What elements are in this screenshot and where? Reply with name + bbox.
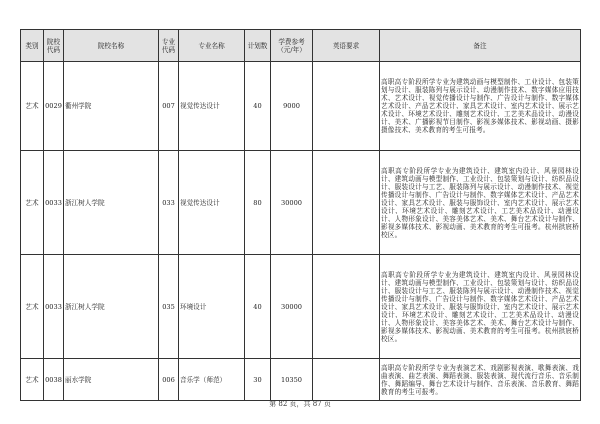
cell-fee: 30000	[271, 151, 313, 255]
page-footer: 第 82 页，共 87 页	[269, 400, 331, 408]
cell-school-code: 0029	[44, 62, 64, 151]
cell-category: 艺术	[21, 151, 44, 255]
cell-school-name: 浙江树人学院	[64, 151, 159, 255]
cell-english	[313, 359, 380, 401]
cell-school-name: 丽水学院	[64, 359, 159, 401]
cell-category: 艺术	[21, 62, 44, 151]
header-major-code: 专业代码	[159, 30, 179, 62]
table-row	[21, 255, 581, 359]
cell-major-name: 视觉传达设计	[179, 151, 245, 255]
header-school-name: 院校名称	[64, 30, 159, 62]
table-header-row	[21, 30, 581, 62]
table-row	[21, 359, 581, 401]
cell-major-code: 033	[159, 151, 179, 255]
header-fee: 学费参考（元/年）	[271, 30, 313, 62]
cell-plan: 40	[245, 255, 271, 359]
cell-english	[313, 62, 380, 151]
cell-major-name: 环境设计	[179, 255, 245, 359]
table-row	[21, 62, 581, 151]
cell-major-code: 035	[159, 255, 179, 359]
header-plan: 计划数	[245, 30, 271, 62]
cell-school-code: 0038	[44, 359, 64, 401]
cell-plan: 30	[245, 359, 271, 401]
header-category: 类别	[21, 30, 44, 62]
cell-remarks: 高职高专阶段所学专业为建筑设计、建筑室内设计、风景园林设计、建筑动画与模型制作、工业设计、包装策划与设计、纺织品设计、服装设计与工艺、服装陈列与展示设计、动漫制作技术、视觉传播设计与制作、广告设计与制作、数字媒体艺术设计、产品艺术设计、家具艺术设计、服装与服饰设计、室内艺术设计、展示艺术设计、环境艺术设计、雕刻艺术设计、工艺美术品设计、动漫设计、人物形象设计、美容美体艺术、美术、舞台艺术设计与制作、影视多媒体技术、影视动画、美术教育的考生可报考。杭州拱宸桥校区。	[380, 255, 581, 359]
cell-school-name: 衢州学院	[64, 62, 159, 151]
cell-major-name: 音乐学（师范）	[179, 359, 245, 401]
cell-category: 艺术	[21, 255, 44, 359]
cell-plan: 80	[245, 151, 271, 255]
table-row	[21, 151, 581, 255]
header-major-name: 专业名称	[179, 30, 245, 62]
header-english: 英语要求	[313, 30, 380, 62]
cell-school-code: 0033	[44, 255, 64, 359]
admission-table	[20, 29, 581, 401]
cell-major-code: 007	[159, 62, 179, 151]
cell-fee: 30000	[271, 255, 313, 359]
cell-remarks: 高职高专阶段所学专业为建筑动画与模型制作、工业设计、包装策划与设计、服装陈列与展示设计、动漫制作技术、数字媒体应用技术、艺术设计、视觉传播设计与制作、广告设计与制作、数字媒体艺术设计、产品艺术设计、家具艺术设计、室内艺术设计、展示艺术设计、环境艺术设计、雕刻艺术设计、工艺美术品设计、动漫设计、美术、广播影视节目制作、影视多媒体技术、影视动画、摄影摄像技术、美术教育的考生可报考。	[380, 62, 581, 151]
header-school-code: 院校代码	[44, 30, 64, 62]
cell-fee: 9000	[271, 62, 313, 151]
cell-english	[313, 151, 380, 255]
cell-school-code: 0033	[44, 151, 64, 255]
cell-fee: 10350	[271, 359, 313, 401]
cell-english	[313, 255, 380, 359]
cell-remarks: 高职高专阶段所学专业为表演艺术、戏剧影视表演、歌舞表演、戏曲表演、曲艺表演、舞蹈表演、服装表演、现代流行音乐、音乐制作、舞蹈编导、舞台艺术设计与制作、音乐表演、音乐教育、舞蹈教育的考生可报考。	[380, 359, 581, 401]
cell-major-code: 006	[159, 359, 179, 401]
cell-remarks: 高职高专阶段所学专业为建筑设计、建筑室内设计、风景园林设计、建筑动画与模型制作、工业设计、包装策划与设计、纺织品设计、服装设计与工艺、服装陈列与展示设计、动漫制作技术、视觉传播设计与制作、广告设计与制作、数字媒体艺术设计、产品艺术设计、家具艺术设计、服装与服饰设计、室内艺术设计、展示艺术设计、环境艺术设计、雕刻艺术设计、工艺美术品设计、动漫设计、人物形象设计、美容美体艺术、美术、舞台艺术设计与制作、影视多媒体技术、影视动画、美术教育的考生可报考。杭州拱宸桥校区。	[380, 151, 581, 255]
cell-major-name: 视觉传达设计	[179, 62, 245, 151]
cell-school-name: 浙江树人学院	[64, 255, 159, 359]
cell-category: 艺术	[21, 359, 44, 401]
header-remarks: 备注	[380, 30, 581, 62]
cell-plan: 40	[245, 62, 271, 151]
